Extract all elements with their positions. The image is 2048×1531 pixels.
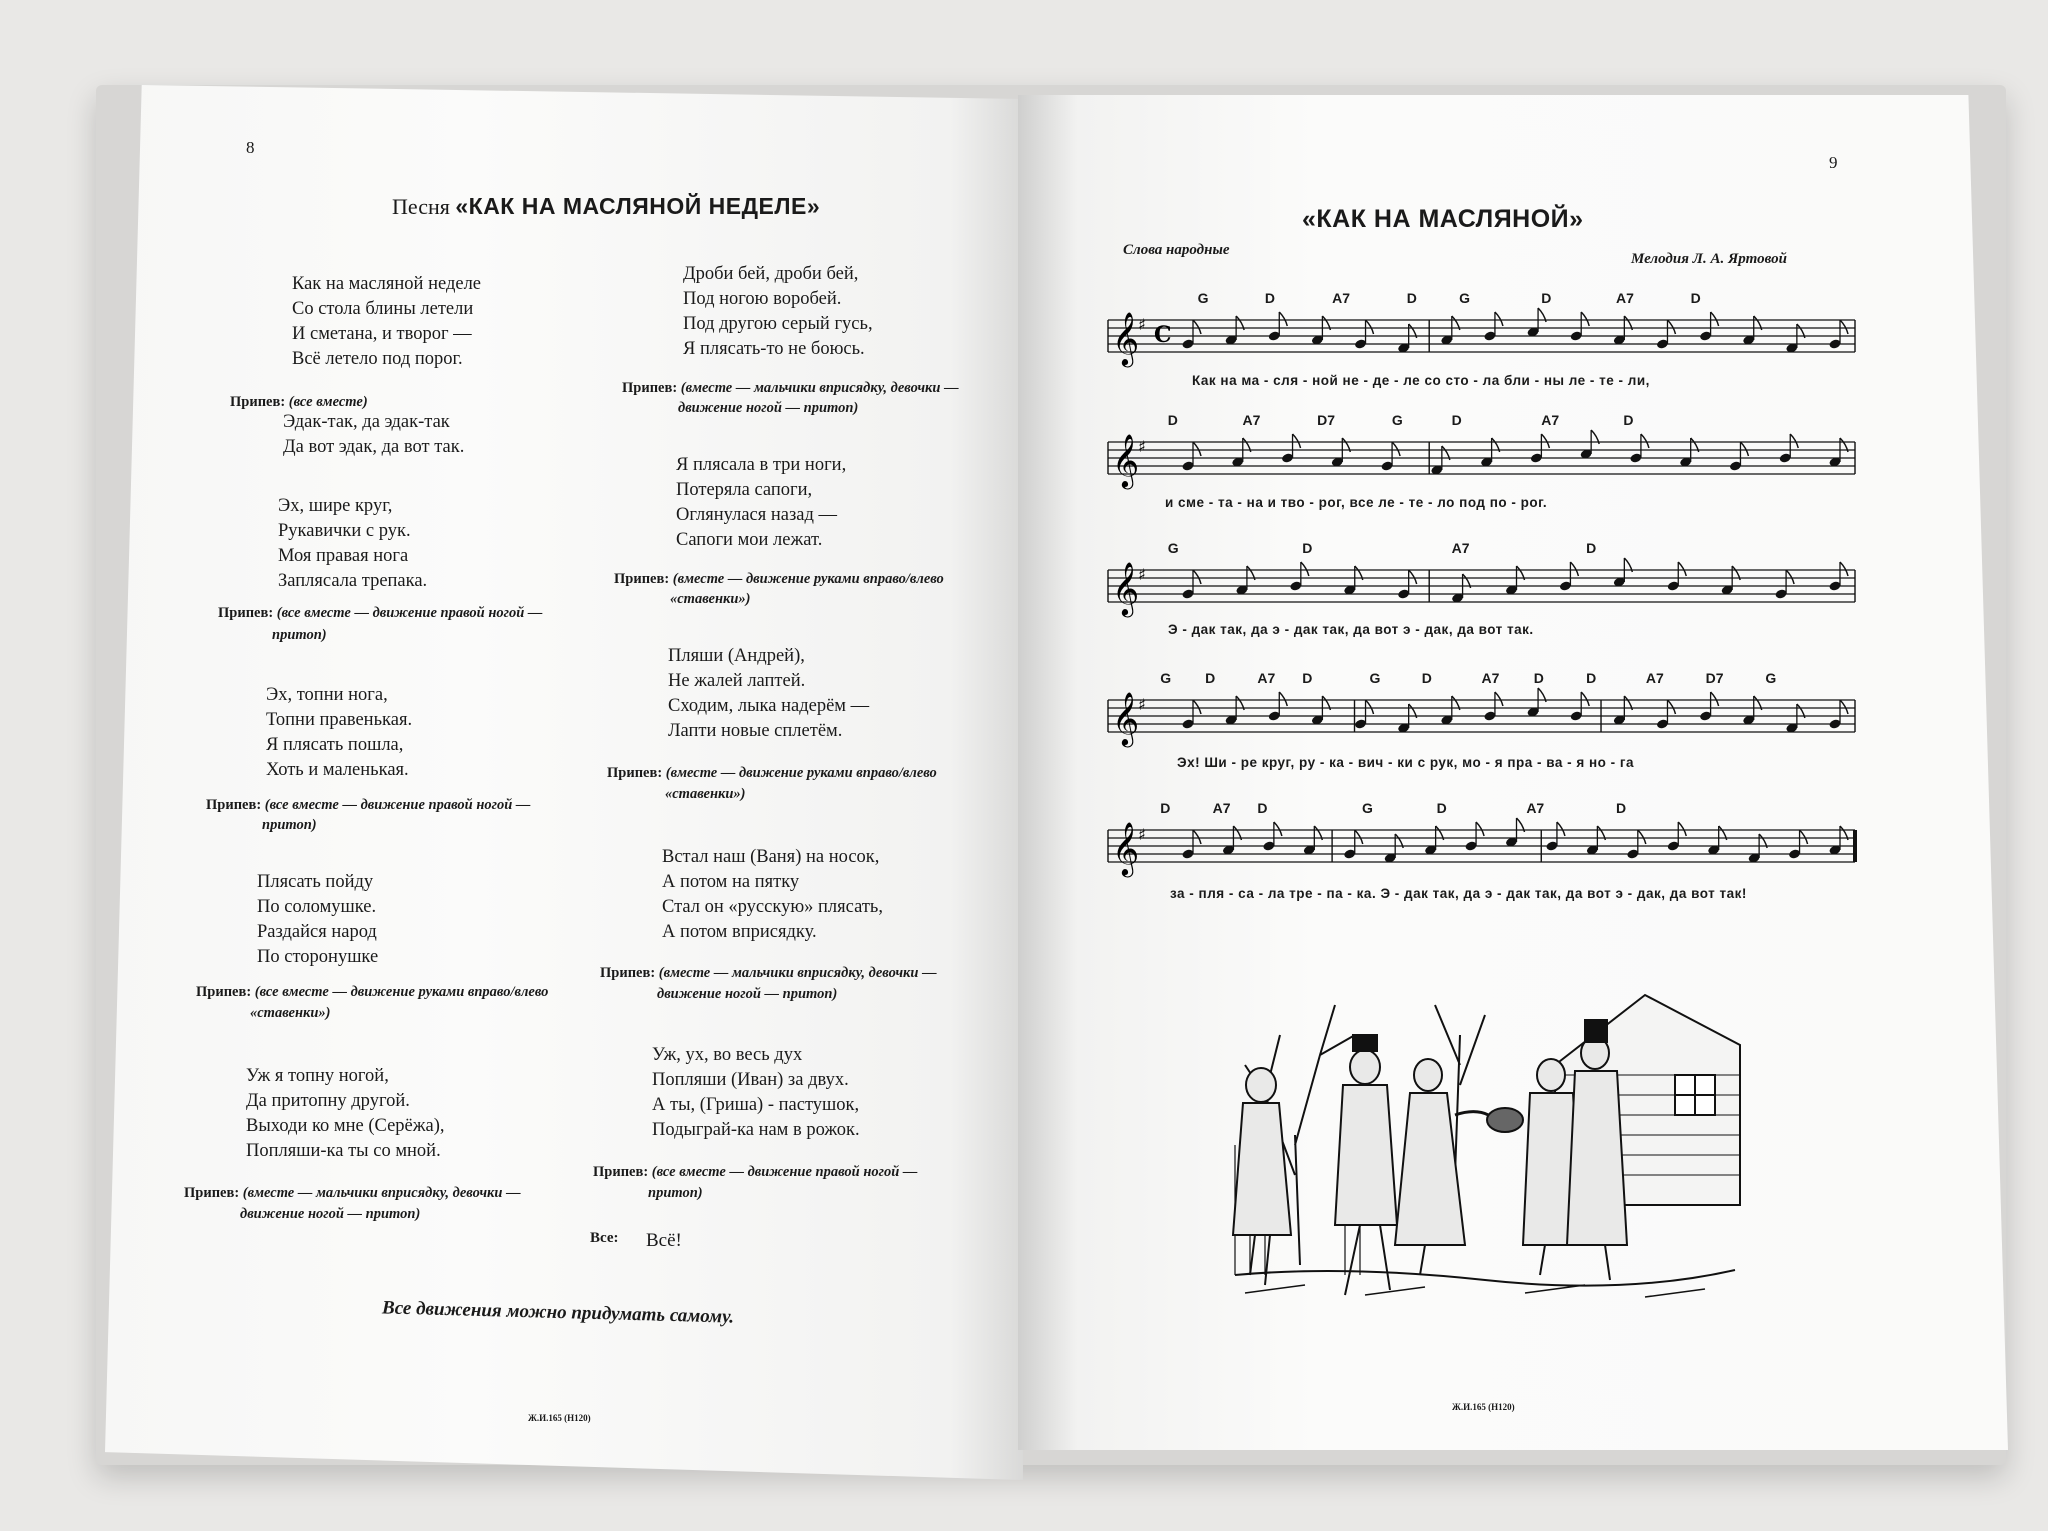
staff-4 bbox=[1108, 688, 1855, 747]
chorus-7-cont: «ставенки») bbox=[670, 591, 751, 607]
chord-label: G bbox=[1391, 412, 1403, 428]
note-flag bbox=[1193, 442, 1201, 456]
chord-label: A7 bbox=[1526, 800, 1545, 816]
staff-4-lyrics: Эх! Ши - ре круг, ру - ка - вич - ки с рук, мо - я пра - ва - я но - га bbox=[1177, 755, 1635, 770]
chorus-5 bbox=[184, 1183, 521, 1203]
chord-label: D bbox=[1264, 290, 1275, 306]
chord-label: D7 bbox=[1317, 412, 1336, 428]
chorus-4-cont: «ставенки») bbox=[250, 1005, 331, 1021]
chord-label: D bbox=[1541, 290, 1552, 306]
note-flag bbox=[1581, 692, 1589, 706]
key-signature-sharp: ♯ bbox=[1138, 825, 1146, 844]
chord-label: G bbox=[1160, 670, 1172, 686]
chorus-10 bbox=[593, 1162, 917, 1182]
key-signature-sharp: ♯ bbox=[1138, 695, 1146, 714]
right-imprint: Ж.И.165 (Н120) bbox=[1452, 1402, 1515, 1412]
chord-label: A7 bbox=[1481, 670, 1500, 686]
staff-1-lyrics: Как на ма - сля - ной не - де - ле со сто - ла бли - ны ле - те - ли, bbox=[1192, 373, 1650, 388]
chorus-5-cont: движение ногой — притоп) bbox=[240, 1206, 421, 1222]
words-credit: Слова народные bbox=[1123, 242, 1230, 258]
chord-label: D bbox=[1302, 670, 1313, 686]
folk-dancers-illustration bbox=[1225, 975, 1745, 1310]
chord-label: D bbox=[1451, 412, 1462, 428]
chord-label: A7 bbox=[1332, 290, 1350, 306]
note-flag bbox=[1392, 442, 1400, 456]
note-flag bbox=[1193, 700, 1201, 714]
title-prefix: Песня bbox=[392, 194, 450, 219]
chord-label: D bbox=[1615, 800, 1627, 816]
note-flag bbox=[1193, 570, 1201, 584]
staff-3 bbox=[1108, 558, 1855, 617]
chord-label: G bbox=[1459, 290, 1470, 306]
chord-label: A7 bbox=[1257, 670, 1276, 686]
chord-label: A7 bbox=[1645, 670, 1664, 686]
chorus-label: Припев: bbox=[622, 380, 678, 396]
note-flag bbox=[1541, 434, 1549, 448]
time-signature: C bbox=[1154, 322, 1172, 348]
note-flag bbox=[1711, 312, 1719, 326]
note-flag bbox=[1476, 822, 1484, 836]
note-flag bbox=[1840, 320, 1848, 334]
note-flag bbox=[1641, 434, 1649, 448]
note-flag bbox=[1355, 830, 1363, 844]
all-text: Всё! bbox=[646, 1230, 682, 1251]
note-flag bbox=[1557, 822, 1565, 836]
key-signature-sharp: ♯ bbox=[1138, 315, 1146, 334]
chorus-note: (вместе — мальчики вприсядку, девочки — bbox=[242, 1185, 521, 1201]
chord-label: A7 bbox=[1242, 412, 1261, 428]
chorus-2 bbox=[218, 603, 542, 623]
chorus-label: Припев: bbox=[600, 965, 656, 981]
chorus-1 bbox=[230, 392, 368, 412]
verse-7: Я плясала в три ноги, Потеряла сапоги, Оглянулася назад — Сапоги мои лежат. bbox=[676, 455, 847, 550]
note-flag bbox=[1786, 570, 1794, 584]
note-flag bbox=[1279, 692, 1287, 706]
staff-1 bbox=[1108, 308, 1855, 367]
chord-label: D bbox=[1586, 540, 1597, 556]
chorus-8-cont: «ставенки») bbox=[665, 786, 746, 802]
chord-label: G bbox=[1369, 670, 1381, 686]
chorus-text: Эдак-так, да эдак-так Да вот эдак, да вот так. bbox=[283, 412, 465, 457]
treble-clef-icon: 𝄞 bbox=[1112, 821, 1140, 875]
verse-5: Уж я топну ногой, Да притопну другой. Выходи ко мне (Серёжа), Попляши-ка ты со мной. bbox=[246, 1066, 445, 1161]
chord-label: D bbox=[1205, 670, 1216, 686]
chorus-label: Припев: bbox=[184, 1185, 240, 1201]
chord-label: D bbox=[1623, 412, 1634, 428]
chorus-10-cont: притоп) bbox=[648, 1185, 703, 1201]
chorus-note: (все вместе — движение правой ногой — bbox=[651, 1164, 918, 1180]
chorus-9 bbox=[600, 963, 937, 983]
note-flag bbox=[1667, 700, 1675, 714]
verse-9: Встал наш (Ваня) на носок, А потом на пятку Стал он «русскую» плясать, А потом вприсядку. bbox=[662, 847, 883, 942]
chorus-9-cont: движение ногой — притоп) bbox=[657, 986, 838, 1002]
chord-label: D bbox=[1533, 670, 1544, 686]
verse-2: Эх, шире круг, Рукавички с рук. Моя правая нога Заплясала трепака. bbox=[278, 496, 428, 591]
left-page-title bbox=[392, 193, 820, 220]
key-signature-sharp: ♯ bbox=[1138, 565, 1146, 584]
key-signature-sharp: ♯ bbox=[1138, 437, 1146, 456]
left-page-number: 8 bbox=[246, 138, 255, 157]
chorus-6 bbox=[622, 378, 959, 398]
note-flag bbox=[1366, 320, 1374, 334]
chorus-label: Припев: bbox=[218, 605, 274, 621]
note-flag bbox=[1678, 562, 1686, 576]
chord-label: A7 bbox=[1541, 412, 1560, 428]
chorus-2-cont: притоп) bbox=[272, 627, 327, 643]
chord-label: A7 bbox=[1615, 290, 1634, 306]
chord-label: D bbox=[1160, 800, 1171, 816]
song-title: «КАК НА МАСЛЯНОЙ НЕДЕЛЕ» bbox=[455, 193, 821, 219]
score-title: «КАК НА МАСЛЯНОЙ» bbox=[1302, 205, 1584, 233]
note-flag bbox=[1301, 562, 1309, 576]
treble-clef-icon: 𝄞 bbox=[1112, 433, 1140, 487]
note-flag bbox=[1495, 312, 1503, 326]
note-flag bbox=[1678, 822, 1686, 836]
note-flag bbox=[1193, 830, 1201, 844]
note-flag bbox=[1840, 562, 1848, 576]
verse-6: Дроби бей, дроби бей, Под ногою воробей. Под другою серый гусь, Я плясать-то не боюсь. bbox=[683, 264, 873, 359]
right-page-number: 9 bbox=[1829, 153, 1838, 172]
chorus-note: (вместе — мальчики вприсядку, девочки — bbox=[658, 965, 937, 981]
verse-3: Эх, топни нога, Топни правенькая. Я плясать пошла, Хоть и маленькая. bbox=[266, 685, 413, 780]
chord-label: A7 bbox=[1212, 800, 1231, 816]
chorus-label: Припев: bbox=[206, 797, 262, 813]
chorus-3 bbox=[206, 795, 530, 815]
chorus-4 bbox=[196, 982, 548, 1002]
chorus-label: Припев: bbox=[230, 394, 286, 410]
verse-4: Плясать пойду По соломушке. Раздайся народ По сторонушке bbox=[257, 872, 379, 967]
note-flag bbox=[1840, 700, 1848, 714]
chorus-note: (вместе — движение руками вправо/влево bbox=[665, 765, 937, 781]
melody-credit: Мелодия Л. А. Яртовой bbox=[1631, 251, 1787, 267]
note-flag bbox=[1581, 312, 1589, 326]
chord-label: D bbox=[1586, 670, 1597, 686]
note-flag bbox=[1279, 312, 1287, 326]
chord-label: G bbox=[1765, 670, 1777, 686]
chord-label: D bbox=[1167, 412, 1178, 428]
chord-label: D bbox=[1690, 290, 1701, 306]
chorus-note: (вместе — движение руками вправо/влево bbox=[672, 571, 944, 587]
chorus-label: Припев: bbox=[196, 984, 252, 1000]
chord-label: D bbox=[1436, 800, 1447, 816]
chorus-label: Припев: bbox=[614, 571, 670, 587]
chorus-note: (все вместе) bbox=[288, 394, 368, 410]
note-flag bbox=[1638, 830, 1646, 844]
note-flag bbox=[1495, 692, 1503, 706]
verse-1: Как на масляной неделе Со стола блины летели И сметана, и творог — Всё летело под порог. bbox=[292, 274, 482, 369]
note-flag bbox=[1711, 692, 1719, 706]
chord-label: G bbox=[1197, 290, 1209, 306]
chord-label: D7 bbox=[1705, 670, 1724, 686]
staff-2 bbox=[1108, 430, 1855, 489]
treble-clef-icon: 𝄞 bbox=[1112, 311, 1140, 365]
staff-5-lyrics: за - пля - са - ла тре - па - ка. Э - дак так, да э - дак так, да вот э - дак, да вот так! bbox=[1170, 886, 1747, 901]
chord-label: D bbox=[1421, 670, 1432, 686]
chorus-note: (вместе — мальчики вприсядку, девочки — bbox=[680, 380, 959, 396]
chorus-label: Припев: bbox=[607, 765, 663, 781]
chorus-3-cont: притоп) bbox=[262, 817, 317, 833]
chorus-8 bbox=[607, 763, 937, 783]
chorus-label: Припев: bbox=[593, 1164, 649, 1180]
footer-note: Все движения можно придумать самому. bbox=[381, 1297, 735, 1328]
chord-label: A7 bbox=[1451, 540, 1470, 556]
chorus-note: (все вместе — движение правой ногой — bbox=[276, 605, 543, 621]
chord-label: D bbox=[1257, 800, 1268, 816]
chorus-6-cont: движение ногой — притоп) bbox=[678, 400, 859, 416]
treble-clef-icon: 𝄞 bbox=[1112, 561, 1140, 615]
chord-label: G bbox=[1167, 540, 1179, 556]
chorus-note: (все вместе — движение правой ногой — bbox=[264, 797, 531, 813]
note-flag bbox=[1740, 442, 1748, 456]
note-flag bbox=[1800, 830, 1808, 844]
note-flag bbox=[1293, 434, 1301, 448]
note-flag bbox=[1667, 320, 1675, 334]
staff-2-lyrics: и сме - та - на и тво - рог, все ле - те - ло под по - рог. bbox=[1165, 495, 1548, 510]
note-flag bbox=[1366, 700, 1374, 714]
chord-label: G bbox=[1361, 800, 1373, 816]
note-flag bbox=[1570, 562, 1578, 576]
chorus-7 bbox=[614, 569, 944, 589]
verse-10: Уж, ух, во весь дух Попляши (Иван) за двух. А ты, (Гриша) - пастушок, Подыграй-ка нам в рожок. bbox=[652, 1045, 860, 1140]
staff-5 bbox=[1108, 818, 1855, 877]
all-label: Все: bbox=[590, 1230, 619, 1246]
chorus-note: (все вместе — движение руками вправо/влево bbox=[254, 984, 549, 1000]
chord-label: D bbox=[1406, 290, 1417, 306]
left-imprint: Ж.И.165 (Н120) bbox=[528, 1413, 591, 1423]
note-flag bbox=[1274, 822, 1282, 836]
verse-8: Пляши (Андрей), Не жалей лаптей. Сходим, лыка надерём — Лапти новые сплетём. bbox=[668, 646, 870, 741]
staff-3-lyrics: Э - дак так, да э - дак так, да вот э - дак, да вот так. bbox=[1168, 622, 1534, 637]
note-flag bbox=[1193, 320, 1201, 334]
note-flag bbox=[1790, 434, 1798, 448]
treble-clef-icon: 𝄞 bbox=[1112, 691, 1140, 745]
chord-label: D bbox=[1302, 540, 1313, 556]
note-flag bbox=[1409, 570, 1417, 584]
